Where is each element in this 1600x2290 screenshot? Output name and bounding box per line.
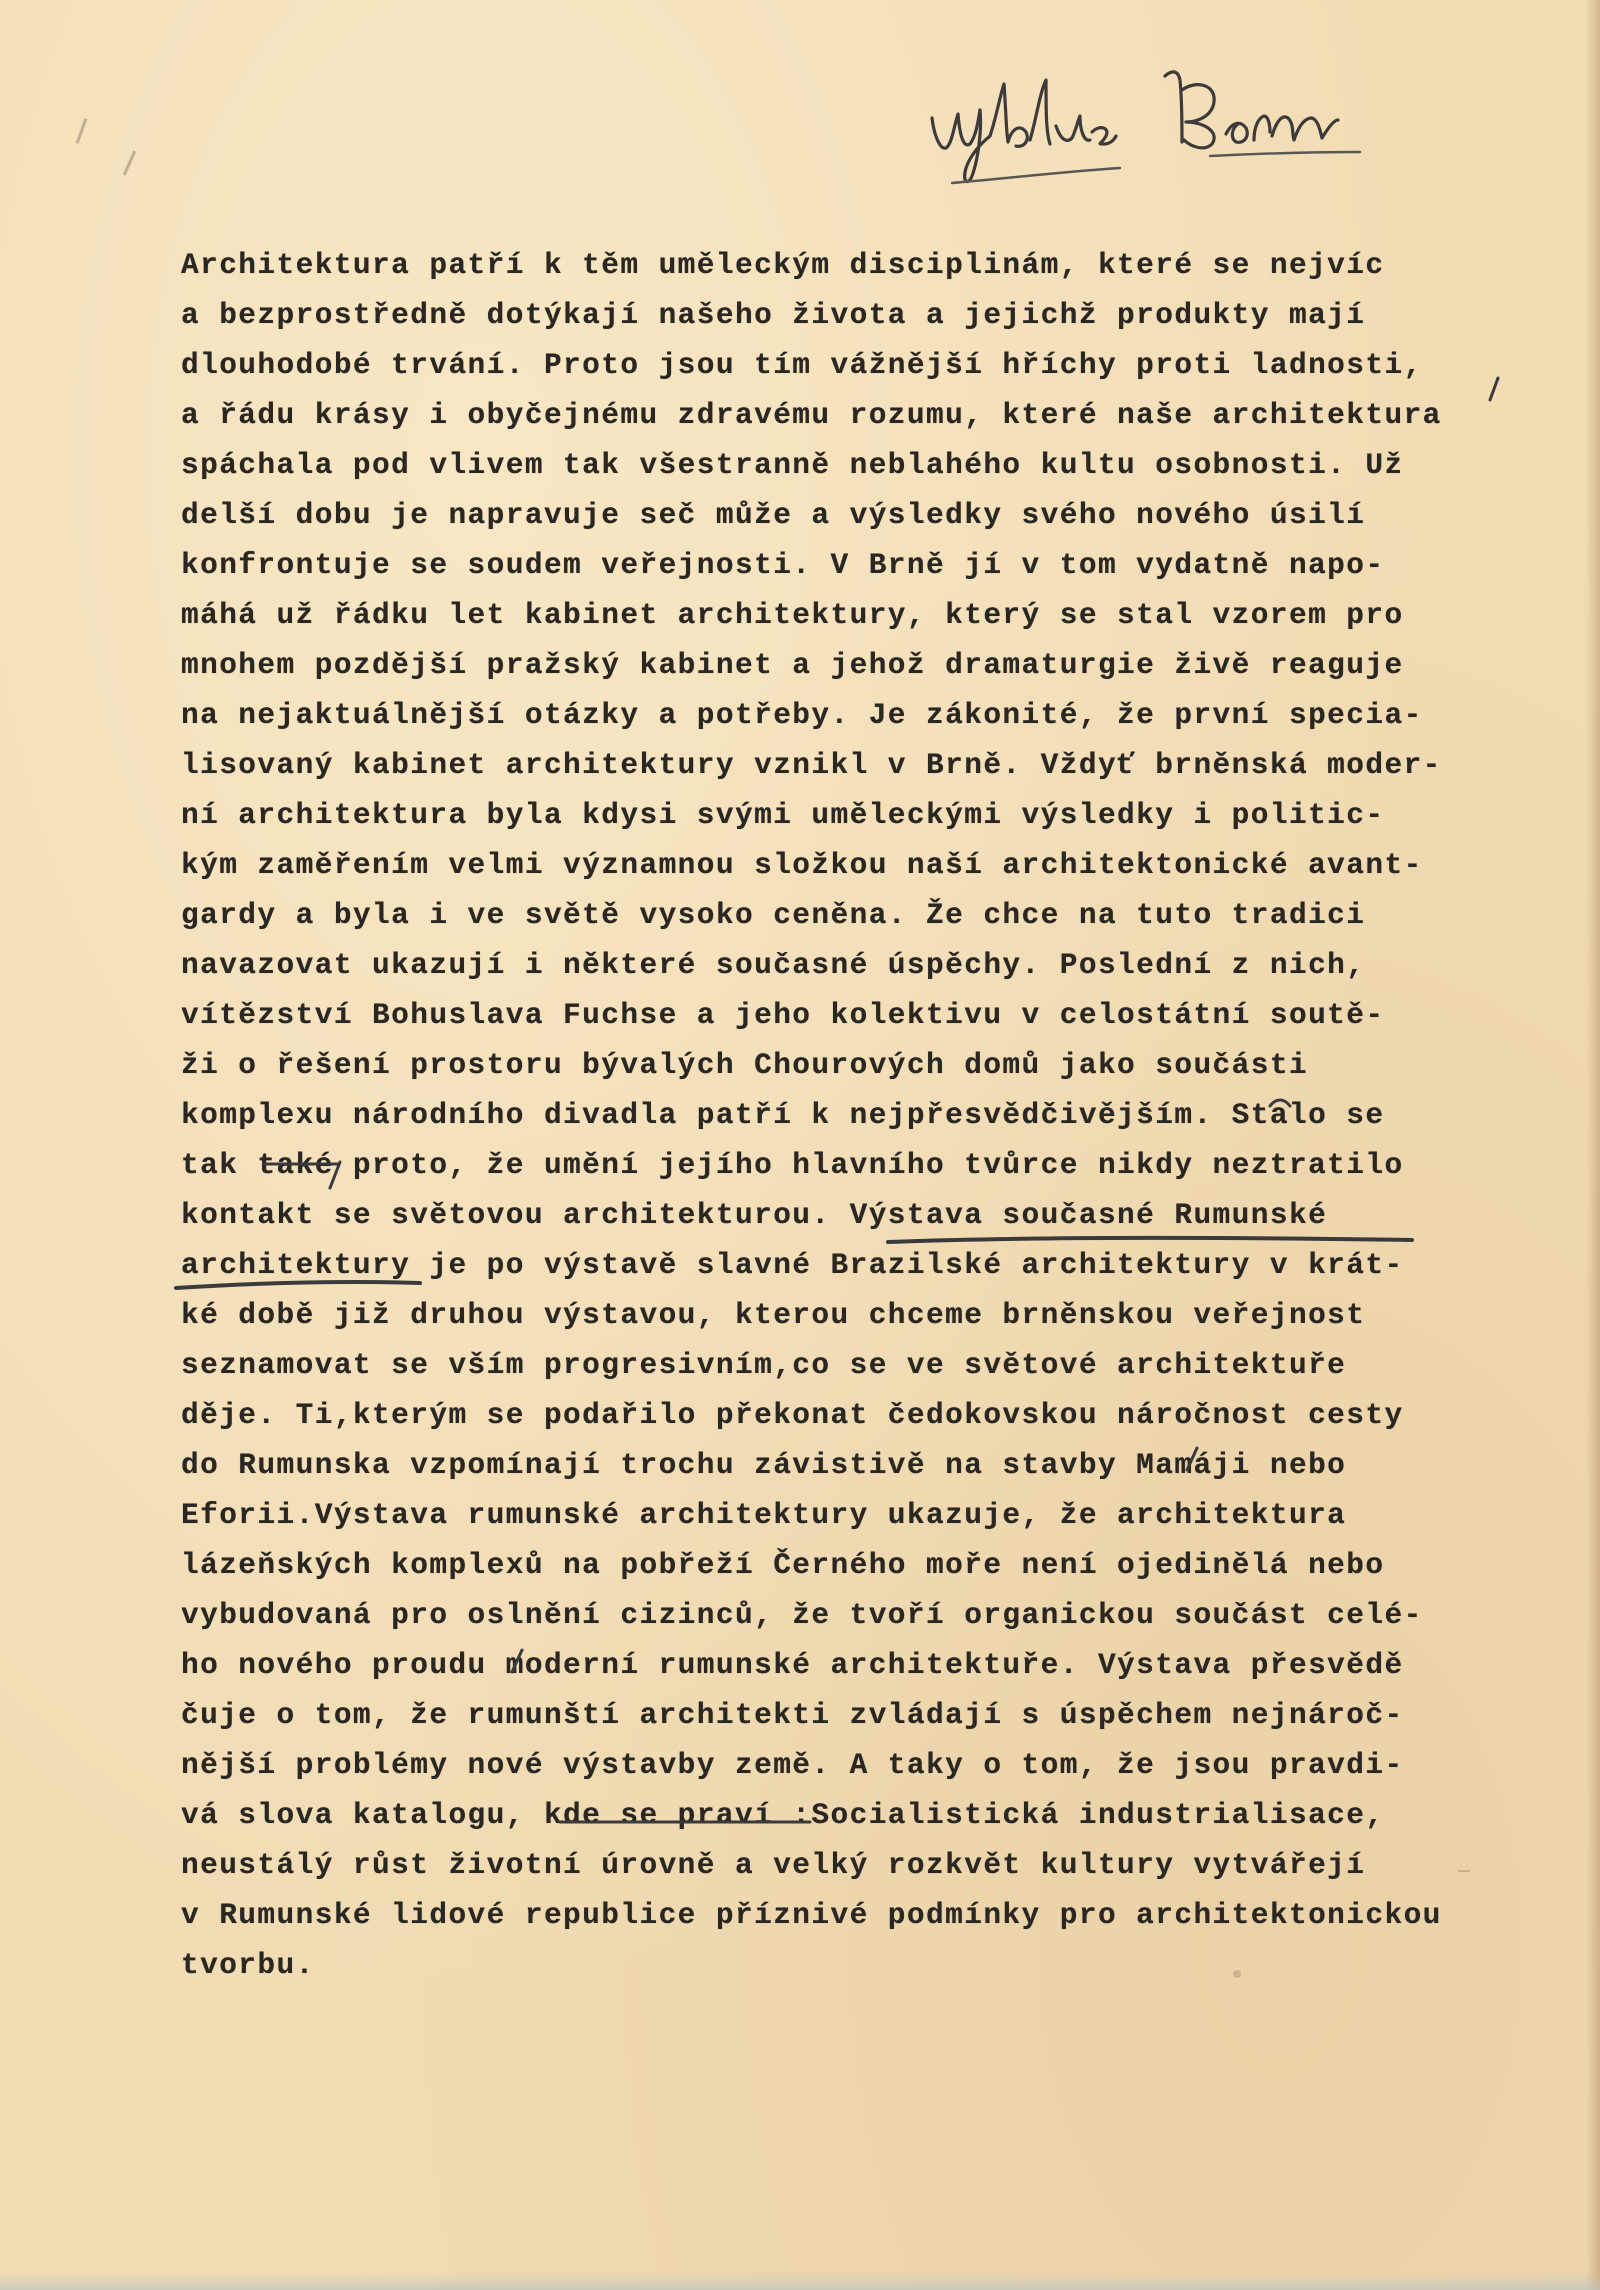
- text-line: gardy a byla i ve světě vysoko ceněna. Že chce na tuto tradici: [181, 898, 1366, 932]
- text-line: v Rumunské lidové republice příznivé podmínky pro architektonickou: [181, 1898, 1442, 1932]
- text-line: lázeňských komplexů na pobřeží Černého moře není ojedinělá nebo: [181, 1548, 1385, 1582]
- text-line: na nejaktuálnější otázky a potřeby. Je zákonité, že první specia-: [181, 698, 1423, 732]
- text-line: konfrontuje se soudem veřejnosti. V Brně jí v tom vydatně napo-: [181, 548, 1385, 582]
- text-line: a bezprostředně dotýkají našeho života a jejichž produkty mají: [181, 298, 1366, 332]
- handwritten-signature: [920, 40, 1380, 190]
- text-line: vítězství Bohuslava Fuchse a jeho kolektivu v celostátní soutě-: [181, 998, 1385, 1032]
- stray-pencil-mark: [76, 118, 88, 143]
- text-line: komplexu národního divadla patří k nejpřesvědčivějším. Stalo se: [181, 1098, 1385, 1132]
- text-line: děje. Ti,kterým se podařilo překonat čedokovskou náročnost cesty: [181, 1398, 1404, 1432]
- text-line: ní architektura byla kdysi svými uměleckými výsledky i politic-: [181, 798, 1385, 832]
- signature-drawing: [920, 40, 1380, 190]
- text-line: ži o řešení prostoru bývalých Chourových domů jako součásti: [181, 1048, 1309, 1082]
- text-line: tvorbu.: [181, 1948, 315, 1982]
- stray-pencil-mark: [123, 151, 136, 176]
- text-line: mnohem pozdější pražský kabinet a jehož dramaturgie živě reaguje: [181, 648, 1404, 682]
- text-line: delší dobu je napravuje seč může a výsledky svého nového úsilí: [181, 498, 1366, 532]
- text-line: tak také proto, že umění jejího hlavního tvůrce nikdy neztratilo: [181, 1148, 1404, 1182]
- text-line: lisovaný kabinet architektury vznikl v Brně. Vždyť brněnská moder-: [181, 748, 1442, 782]
- text-line: architektury je po výstavě slavné Brazilské architektury v krát-: [181, 1248, 1404, 1282]
- text-line: čuje o tom, že rumunští architekti zvládají s úspěchem nejnároč-: [181, 1698, 1404, 1732]
- text-line: dlouhodobé trvání. Proto jsou tím vážnější hříchy proti ladnosti,: [181, 348, 1423, 382]
- typed-paragraph: [181, 240, 1561, 1990]
- text-line: navazovat ukazují i některé současné úspěchy. Poslední z nich,: [181, 948, 1366, 982]
- text-line: spáchala pod vlivem tak všestranně neblahého kultu osobnosti. Už: [181, 448, 1404, 482]
- text-line: máhá už řádku let kabinet architektury, který se stal vzorem pro: [181, 598, 1404, 632]
- handwritten-signature-text: [920, 40, 921, 41]
- paper-edge-shadow: [1586, 0, 1600, 2290]
- text-line: kým zaměřením velmi významnou složkou naší architektonické avant-: [181, 848, 1423, 882]
- text-line: a řádu krásy i obyčejnému zdravému rozumu, které naše architektura: [181, 398, 1442, 432]
- text-line: kontakt se světovou architekturou. Výstava současné Rumunské: [181, 1198, 1328, 1232]
- scan-bottom-strip: [0, 2272, 1600, 2290]
- text-line: do Rumunska vzpomínají trochu závistivě na stavby Mamáji nebo: [181, 1448, 1347, 1482]
- text-line: ho nového proudu moderní rumunské architektuře. Výstava přesvědě: [181, 1648, 1404, 1682]
- text-line: vybudovaná pro oslnění cizinců, že tvoří organickou součást celé-: [181, 1598, 1423, 1632]
- text-line: Eforii.Výstava rumunské architektury ukazuje, že architektura: [181, 1498, 1347, 1532]
- text-line: neustálý růst životní úrovně a velký rozkvět kultury vytvářejí: [181, 1848, 1366, 1882]
- text-line: nější problémy nové výstavby země. A taky o tom, že jsou pravdi-: [181, 1748, 1404, 1782]
- text-line: seznamovat se vším progresivním,co se ve světové architektuře: [181, 1348, 1347, 1382]
- text-line: ké době již druhou výstavou, kterou chceme brněnskou veřejnost: [181, 1298, 1366, 1332]
- text-line: vá slova katalogu, kde se praví :Socialistická industrialisace,: [181, 1798, 1385, 1832]
- text-line: Architektura patří k těm uměleckým disciplinám, které se nejvíc: [181, 248, 1385, 282]
